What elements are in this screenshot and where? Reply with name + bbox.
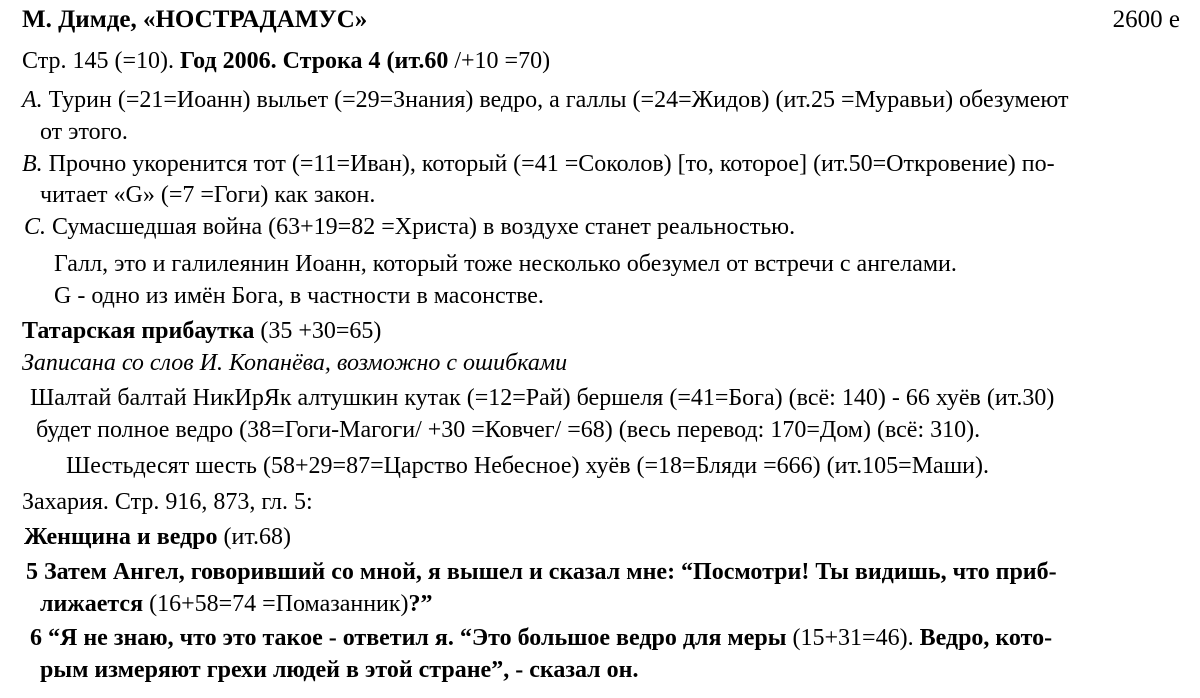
verse-5-number: (16+58=74 =Помазанник) — [143, 591, 409, 617]
verse-6-number: (15+31=46). — [786, 625, 920, 651]
verse-5-continuation — [40, 588, 433, 620]
verse-6-text-end: Ведро, кото- — [919, 625, 1053, 651]
verse-6 — [30, 622, 1052, 654]
note-line: Галл, это и галилеянин Иоанн, который тоже несколько обезумел от встречи с ангелами. — [54, 251, 957, 277]
verse-letter: A. — [22, 87, 43, 113]
header-title: М. Димде, «НОСТРАДАМУС» — [22, 6, 368, 33]
verse-6-continuation: рым измеряют грехи людей в этой стране”, - сказал он. — [40, 657, 639, 683]
tatar-subtitle — [22, 347, 567, 379]
verse-text: Сумасшедшая война (63+19=82 =Христа) в воздухе станет реальностью. — [46, 214, 796, 240]
verse-a — [22, 84, 1069, 116]
zechariah-reference: Захария. Стр. 916, 873, гл. 5: — [22, 489, 313, 515]
verse-c — [24, 211, 795, 243]
verse-text: Прочно укоренится тот (=11=Иван), который (=41 =Соколов) [то, которое] (ит.50=Откровение) по- — [42, 151, 1055, 177]
tatar-subtitle-text: Записана со слов И. Копанёва, возможно с ошибками — [22, 350, 568, 376]
verse-letter: B. — [22, 151, 43, 177]
source-suffix: /+10 =70) — [448, 48, 551, 74]
tatar-title: Татарская прибаутка — [22, 318, 255, 344]
zechariah-heading — [24, 521, 291, 553]
verse-5-word: лижается — [40, 591, 144, 617]
verse-text: Турин (=21=Иоанн) выльет (=29=Знания) ведро, а галлы (=24=Жидов) (ит.25 =Муравьи) обезумеют — [42, 87, 1069, 113]
verse-letter: C. — [24, 214, 47, 240]
verse-b-continuation: читает «G» (=7 =Гоги) как закон. — [40, 182, 376, 208]
tatar-line: Шалтай балтай НикИрЯк алтушкин кутак (=12=Рай) бершеля (=41=Бога) (всё: 140) - 66 хуёв (ит.30) — [30, 385, 1055, 411]
note-line: G - одно из имён Бога, в частности в масонстве. — [54, 283, 544, 309]
verse-b — [22, 148, 1055, 180]
page-reference: 2600 е — [1112, 6, 1180, 33]
zechariah-count: (ит.68) — [217, 524, 292, 550]
verse-6-text: 6 “Я не знаю, что это такое - ответил я. “Это большое ведро для меры — [30, 625, 787, 651]
source-prefix: Стр. 145 (=10). — [22, 48, 180, 74]
tatar-line: будет полное ведро (38=Гоги-Магоги/ +30 =Ковчег/ =68) (весь перевод: 170=Дом) (всё: 310). — [36, 417, 981, 443]
zechariah-title: Женщина и ведро — [24, 524, 218, 550]
verse-a-continuation: от этого. — [40, 119, 128, 145]
tatar-count: (35 +30=65) — [254, 318, 382, 344]
tatar-line: Шестьдесят шесть (58+29=87=Царство Небесное) хуёв (=18=Бляди =666) (ит.105=Маши). — [66, 453, 990, 479]
source-line — [22, 45, 550, 77]
verse-5: 5 Затем Ангел, говоривший со мной, я вышел и сказал мне: “Посмотри! Ты видишь, что приб- — [26, 559, 1057, 585]
source-bold: Год 2006. Строка 4 (ит.60 — [180, 48, 449, 74]
tatar-heading — [22, 315, 381, 347]
verse-5-end: ?” — [408, 591, 433, 617]
